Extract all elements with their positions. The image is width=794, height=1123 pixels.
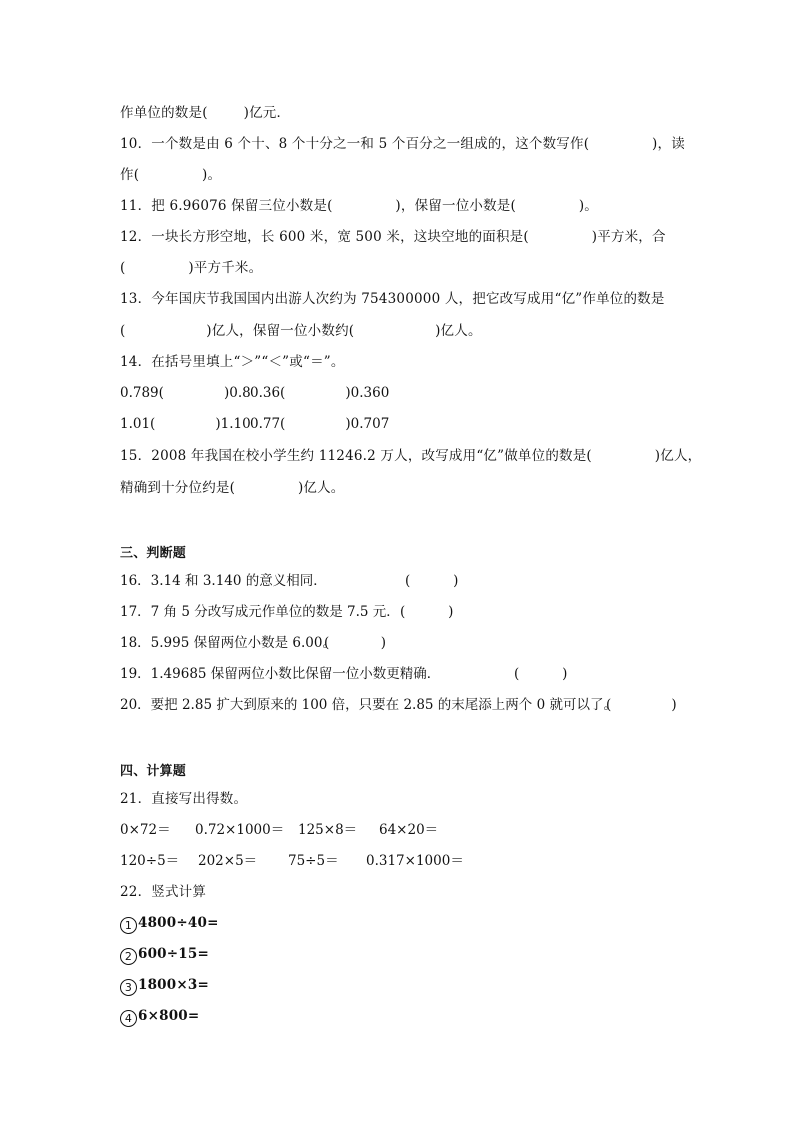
q12-line2: ( )平方千米。 xyxy=(120,260,263,276)
math-item: 0.72×1000＝ xyxy=(195,822,285,838)
math-item: 125×8＝ xyxy=(298,822,358,838)
q15-line2: 精确到十分位约是( )亿人。 xyxy=(120,480,345,496)
answer-paren: ( ) xyxy=(514,666,568,682)
math-item: 120÷5＝ xyxy=(120,853,180,869)
math-item: 0×72＝ xyxy=(120,822,171,838)
question-text: 19．1.49685 保留两位小数比保留一位小数更精确． xyxy=(120,666,441,682)
compare-item: 1.01( )1.10 xyxy=(120,416,251,432)
section-heading-calculation: 四、计算题 xyxy=(120,764,187,779)
q10-line1: 10．一个数是由 6 个十、8 个十分之一和 5 个百分之一组成的，这个数写作( )，读 xyxy=(120,136,685,152)
q11: 11．把 6.96076 保留三位小数是( )，保留一位小数是( )。 xyxy=(120,198,599,214)
q22: 22．竖式计算 xyxy=(120,884,207,900)
q12-line1: 12．一块长方形空地，长 600 米，宽 500 米，这块空地的面积是( )平方米，合 xyxy=(120,229,666,245)
compare-item: 0.77( )0.707 xyxy=(250,416,390,432)
calc-expression: 600÷15= xyxy=(138,946,209,962)
circled-number: 4 xyxy=(120,1010,137,1027)
circled-number: 1 xyxy=(120,917,137,934)
calc-item-3 xyxy=(120,976,209,996)
question-text: 17．7 角 5 分改写成元作单位的数是 7.5 元． xyxy=(120,604,400,620)
judge-item-20 xyxy=(120,696,677,750)
answer-paren: ( ) xyxy=(324,635,387,651)
calc-item-1 xyxy=(120,914,219,934)
q13-line2: ( )亿人，保留一位小数约( )亿人。 xyxy=(120,323,482,339)
compare-item: 0.36( )0.360 xyxy=(250,385,390,401)
calc-expression: 4800÷40= xyxy=(138,915,219,931)
q15-line1: 15．2008 年我国在校小学生约 11246.2 万人，改写成用“亿”做单位的数是( )亿人， xyxy=(120,448,702,464)
question-text: 18．5.995 保留两位小数是 6.00。 xyxy=(120,635,336,651)
q9-tail: 作单位的数是( )亿元． xyxy=(120,105,291,121)
compare-item: 0.789( )0.8 xyxy=(120,385,251,401)
calc-expression: 6×800= xyxy=(138,1008,200,1024)
answer-paren: ( ) xyxy=(400,604,454,620)
q13-line1: 13．今年国庆节我国国内出游人次约为 754300000 人，把它改写成用“亿”作单位的数是 xyxy=(120,291,665,307)
math-item: 202×5＝ xyxy=(198,853,258,869)
question-text: 20．要把 2.85 扩大到原来的 100 倍，只要在 2.85 的末尾添上两个 0 就可以了。 xyxy=(120,697,617,713)
q21: 21．直接写出得数。 xyxy=(120,791,248,807)
math-item: 64×20＝ xyxy=(379,822,439,838)
answer-paren: ( ) xyxy=(405,573,459,589)
calc-item-2 xyxy=(120,945,209,965)
question-text: 16．3.14 和 3.140 的意义相同． xyxy=(120,573,327,589)
math-item: 0.317×1000＝ xyxy=(366,853,464,869)
q14: 14．在括号里填上“＞”“＜”或“＝”。 xyxy=(120,354,345,370)
calc-item-4 xyxy=(120,1007,199,1027)
math-item: 75÷5＝ xyxy=(288,853,339,869)
q10-line2: 作( )。 xyxy=(120,167,222,183)
section-heading-judgement: 三、判断题 xyxy=(120,546,187,561)
circled-number: 2 xyxy=(120,948,137,965)
circled-number: 3 xyxy=(120,979,137,996)
calc-expression: 1800×3= xyxy=(138,977,209,993)
answer-paren: ( ) xyxy=(606,697,677,713)
